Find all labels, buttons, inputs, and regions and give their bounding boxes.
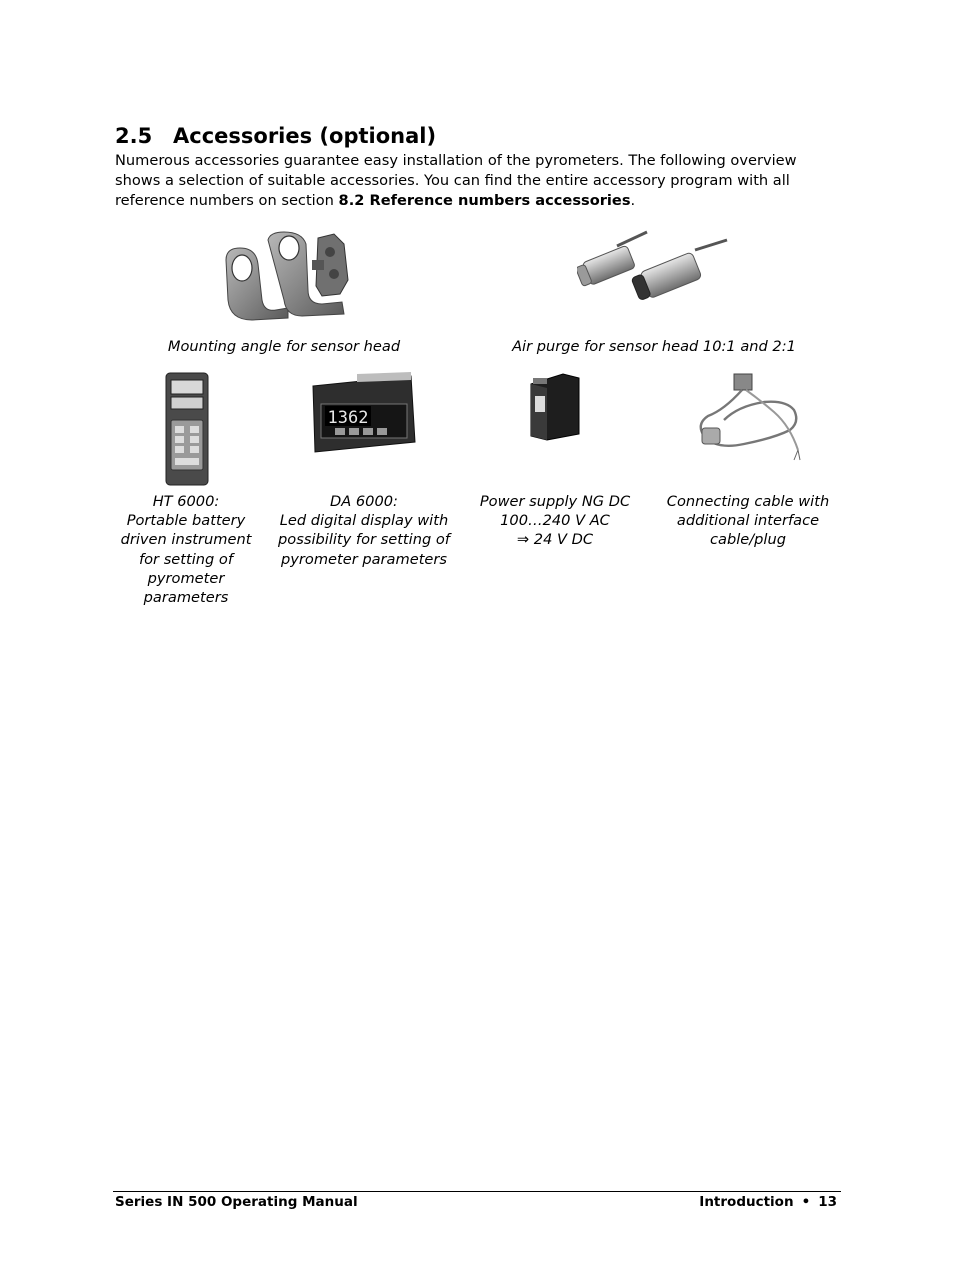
footer-bullet: • (801, 1194, 811, 1210)
da6000-caption: DA 6000: Led digital display with possibility for setting of pyrometer parameters (278, 493, 450, 568)
display-reading: 1362 (327, 408, 369, 428)
connecting-cable-image (694, 370, 802, 462)
section-heading (115, 124, 436, 148)
section-title: Accessories (optional) (173, 124, 437, 148)
air-purge-image (577, 228, 732, 306)
intro-line-3: reference numbers on section (115, 192, 339, 209)
power-supply-caption: Power supply NG DC 100…240 V AC ⇒ 24 V DC (479, 493, 631, 549)
intro-line-2: shows a selection of suitable accessories. You can find the entire accessory program with all (115, 172, 790, 189)
intro-line-3-end: . (630, 192, 636, 209)
footer-page-info (699, 1194, 837, 1210)
footer-manual-title: Series IN 500 Operating Manual (115, 1194, 358, 1210)
footer-rule (113, 1191, 841, 1192)
section-number: 2.5 (115, 124, 153, 148)
reference-link-text: 8.2 Reference numbers accessories (338, 192, 631, 209)
da6000-display-image (307, 372, 419, 456)
mounting-angle-caption: Mounting angle for sensor head (167, 338, 401, 355)
mounting-angle-image (222, 230, 352, 322)
intro-paragraph (115, 151, 835, 211)
page-number: 13 (818, 1194, 837, 1210)
power-supply-image (527, 370, 583, 442)
cable-caption: Connecting cable with additional interface cable/plug (666, 493, 830, 549)
intro-line-1: Numerous accessories guarantee easy installation of the pyrometers. The following overview (115, 152, 797, 169)
ht6000-device-image (165, 372, 209, 486)
footer-section: Introduction (699, 1194, 794, 1210)
air-purge-caption: Air purge for sensor head 10:1 and 2:1 (512, 338, 796, 355)
ht6000-caption: HT 6000: Portable battery driven instrument for setting of pyrometer parameters (120, 493, 252, 607)
